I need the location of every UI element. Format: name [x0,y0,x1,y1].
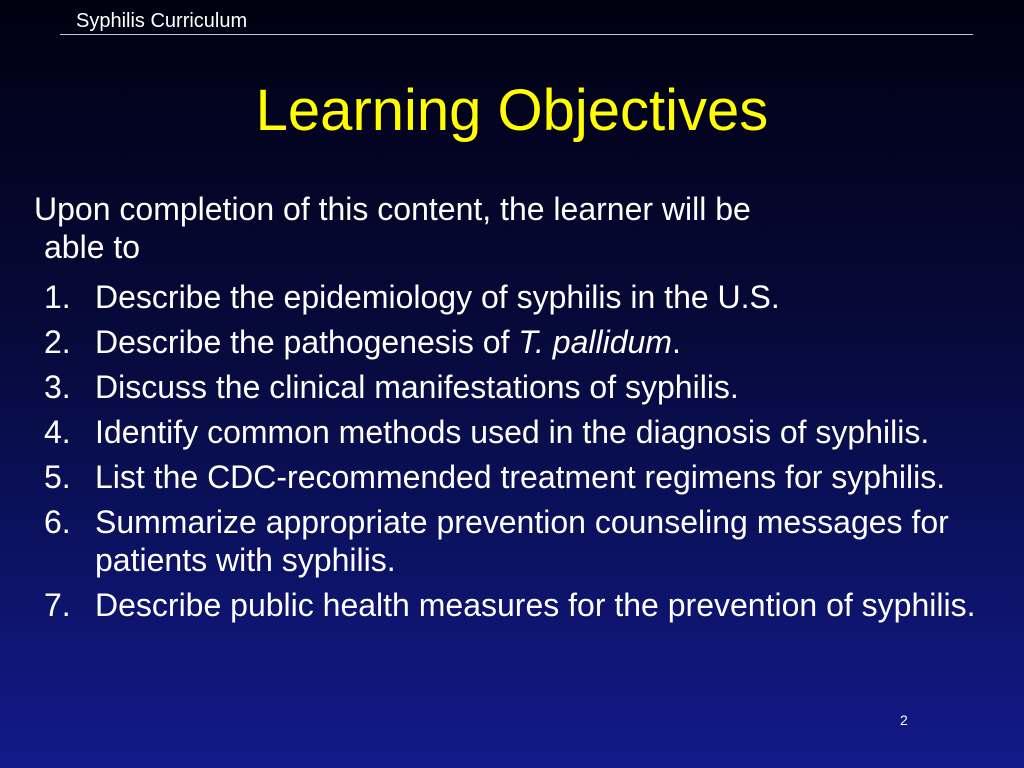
objective-text: Summarize appropriate prevention counseling messages for patients with syphilis. [95,504,949,578]
objective-item-6 [44,503,1004,579]
header-divider [60,34,973,35]
intro-paragraph [34,190,994,266]
organism-name: T. pallidum [518,324,672,360]
objective-text: List the CDC-recommended treatment regimens for syphilis. [95,459,946,495]
objective-number: 3. [44,369,71,405]
intro-line-1: Upon completion of this content, the learner will be [34,191,751,227]
objective-number: 6. [44,504,71,540]
objective-number: 5. [44,459,71,495]
objective-item-4 [44,413,1004,451]
intro-line-2: able to [44,229,141,265]
objective-text: Identify common methods used in the diagnosis of syphilis. [95,414,930,450]
objective-item-3 [44,368,1004,406]
objectives-list [44,278,1004,631]
objective-number: 4. [44,414,71,450]
objective-text: Describe public health measures for the prevention of syphilis. [95,587,976,623]
objective-item-7 [44,586,1004,624]
objective-item-1 [44,278,1004,316]
objective-text-end: . [671,324,681,360]
objective-text: Describe the epidemiology of syphilis in the U.S. [95,279,780,315]
objective-number: 7. [44,587,71,623]
objective-text: Discuss the clinical manifestations of syphilis. [95,369,739,405]
slide-title: Learning Objectives [255,78,769,143]
objective-text-start: Describe the pathogenesis of [95,324,519,360]
objective-number: 2. [44,324,71,360]
slide-header: Syphilis Curriculum [76,10,248,32]
objective-number: 1. [44,279,71,315]
page-number: 2 [900,712,908,728]
objective-item-2 [44,323,1004,361]
objective-text [95,324,681,360]
objective-item-5 [44,458,1004,496]
